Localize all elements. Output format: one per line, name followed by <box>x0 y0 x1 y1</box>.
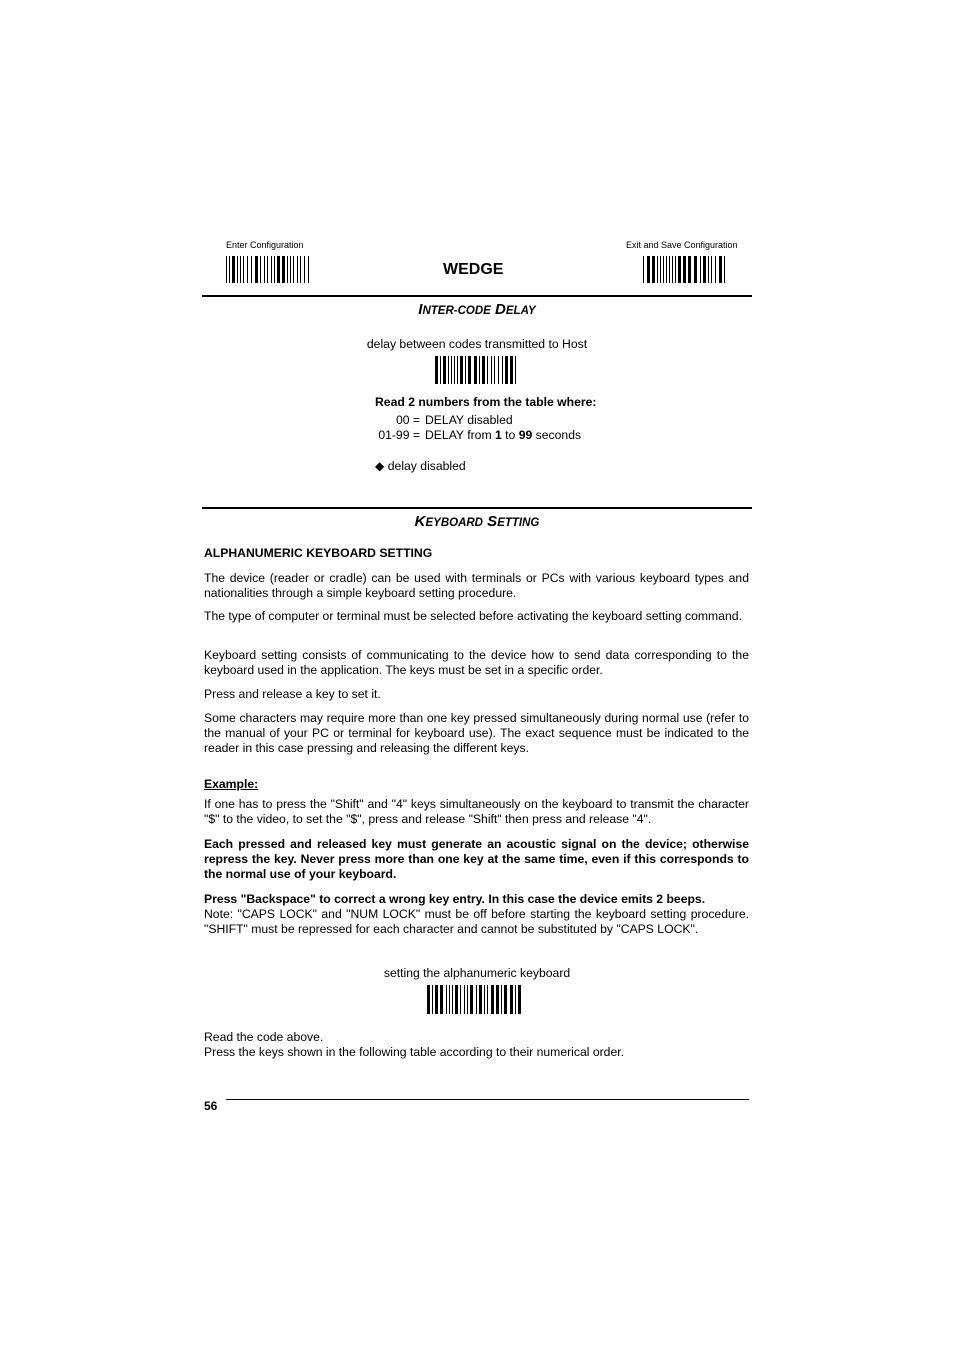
warning-paragraph: Each pressed and released key must generate an acoustic signal on the device; otherwise repress the key. Never press more than one key at the same time, even if this corresponds to the normal use of your keyboard. <box>204 837 749 881</box>
intercode-delay-barcode[interactable] <box>435 356 519 384</box>
page-number: 56 <box>204 1099 218 1113</box>
heading-part: EYBOARD <box>425 517 483 529</box>
heading-part: ETTING <box>497 517 540 529</box>
alphanumeric-subheading: ALPHANUMERIC KEYBOARD SETTING <box>204 546 433 560</box>
note-paragraph: Note: "CAPS LOCK" and "NUM LOCK" must be off before starting the keyboard setting procedure. "SHIFT" must be repressed for each character and cannot be substituted by "CAPS LOCK". <box>204 907 749 936</box>
example-paragraph: If one has to press the "Shift" and "4" keys simultaneously on the keyboard to transmit the character "$" to the video, to set the "$", press and release "Shift" then press and release "4". <box>204 797 749 826</box>
text-part: seconds <box>532 428 582 442</box>
footer-divider <box>226 1099 749 1100</box>
page-title: WEDGE <box>443 261 504 278</box>
barcode-graphic <box>643 256 727 283</box>
intercode-caption: delay between codes transmitted to Host <box>366 337 588 351</box>
backspace-paragraph: Press "Backspace" to correct a wrong key entry. In this case the device emits 2 beeps. <box>204 892 706 906</box>
enter-configuration-label: Enter Configuration <box>226 240 304 250</box>
intercode-delay-heading <box>202 301 752 318</box>
exit-save-configuration-label: Exit and Save Configuration <box>626 240 738 250</box>
paragraph: The device (reader or cradle) can be used with terminals or PCs with various keyboard types and nationalities through a simple keyboard setting procedure. <box>204 571 749 600</box>
heading-part: NTER <box>422 305 454 317</box>
heading-initial: I <box>418 301 423 318</box>
read-instruction: Read 2 numbers from the table where: <box>375 395 597 409</box>
barcode-graphic <box>427 985 526 1014</box>
press-keys-text: Press the keys shown in the following table according to their numerical order. <box>204 1045 625 1059</box>
paragraph: The type of computer or terminal must be selected before activating the keyboard setting command. <box>204 609 742 623</box>
heading-part: CODE <box>457 305 491 317</box>
exit-save-configuration-barcode[interactable] <box>643 256 727 283</box>
keyboard-setting-heading <box>202 513 752 530</box>
alphanumeric-barcode-caption: setting the alphanumeric keyboard <box>383 966 571 980</box>
delay-text-00: DELAY disabled <box>425 413 513 427</box>
paragraph: Press and release a key to set it. <box>204 687 381 701</box>
heading-initial: S <box>487 513 498 530</box>
default-setting <box>375 459 466 473</box>
example-label: Example: <box>204 777 259 791</box>
bold-value: 99 <box>518 428 533 442</box>
text-part: DELAY from <box>425 428 495 442</box>
heading-part: ELAY <box>505 305 536 317</box>
alphanumeric-keyboard-barcode[interactable] <box>427 985 526 1014</box>
barcode-graphic <box>435 356 519 384</box>
header-divider <box>202 295 752 297</box>
paragraph: Some characters may require more than one key pressed simultaneously during normal use (refer to the manual of your PC or terminal for keyboard use). The exact sequence must be indicated to the reader in this case pressing and releasing the different keys. <box>204 711 749 755</box>
delay-code-00: 00 = <box>395 413 420 427</box>
section-divider <box>202 507 752 509</box>
heading-dash: - <box>453 305 458 317</box>
barcode-graphic <box>226 256 310 283</box>
read-code-text: Read the code above. <box>204 1030 324 1044</box>
paragraph: Keyboard setting consists of communicating to the device how to send data corresponding to the keyboard used in the application. The keys must be set in a specific order. <box>204 648 749 677</box>
heading-initial: K <box>414 513 426 530</box>
bold-value: 1 <box>495 428 502 442</box>
delay-code-01-99: 01-99 = <box>378 428 420 442</box>
default-diamond-icon: ◆ <box>375 459 385 473</box>
delay-text-01-99 <box>425 428 581 442</box>
text-part: to <box>501 428 519 442</box>
default-text: delay disabled <box>387 459 466 473</box>
heading-initial: D <box>495 301 506 318</box>
enter-configuration-barcode[interactable] <box>226 256 310 283</box>
